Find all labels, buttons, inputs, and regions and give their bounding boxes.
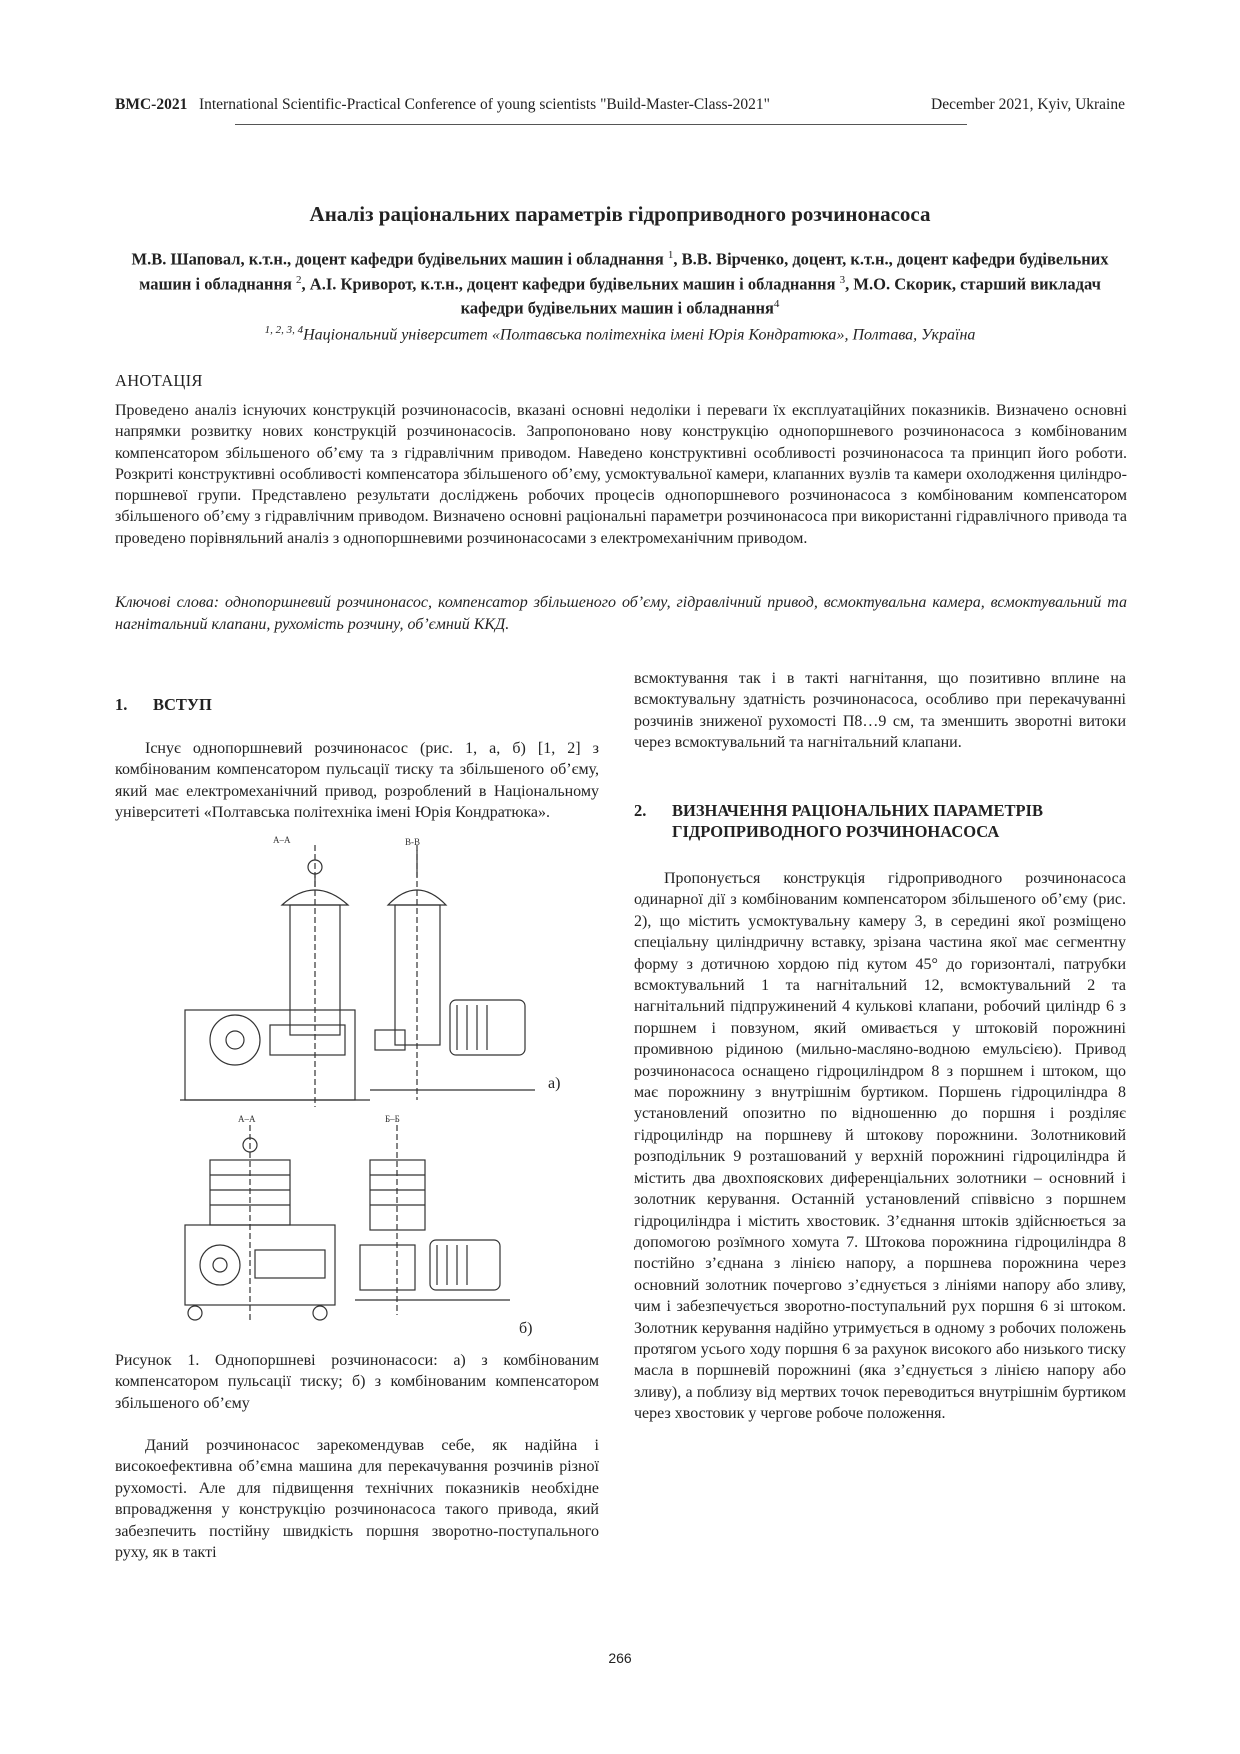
- pump-wheel-a: [210, 1015, 260, 1065]
- pump-frame-b: [185, 1225, 335, 1305]
- section-1-number: 1.: [115, 695, 128, 714]
- pump-hub-a: [226, 1031, 244, 1049]
- section-1-paragraph-1: Існує однопоршневий розчинонасос (рис. 1, а, б) [1, 2] з комбінованим компенсатором пульсації тиску та збільшеного об’єму, який має електромеханічний привод, розроблений в Національному університеті «Полтавська політехніка імені Юрія Кондратюка».: [115, 740, 599, 822]
- view-label-aa-top: А–А: [273, 835, 291, 845]
- section-2-title-line-2: ГІДРОПРИВОДНОГО РОЗЧИНОНАСОСА: [672, 822, 1000, 841]
- keywords: Ключові слова: однопоршневий розчинонасос, компенсатор збільшеного об’єму, гідравлічний привод, всмоктувальна камера, всмоктувальний та нагнітальний клапани, рухомість розчину, об’ємний ККД.: [115, 594, 1127, 633]
- author-3-sup: 3: [839, 273, 846, 286]
- affiliation: [115, 324, 1125, 344]
- section-2-number: 2.: [634, 801, 647, 820]
- author-3: , А.І. Криворот, к.т.н., доцент кафедри будівельних машин і обладнання: [301, 274, 836, 293]
- right-column-continuation: всмоктування так і в такті нагнітання, що позитивно вплине на всмоктувальну здатність розчинонасоса, особливо при перекачуванні розчинів зниженої рухомості П8…9 см, та зменшить зворотні витоки через всмоктувальний та нагнітальний клапани.: [634, 670, 1126, 752]
- section-1-paragraph-2: Даний розчинонасос зарекомендував себе, як надійна і високоефективна об’ємна машина для перекачування розчинів різної рухомості. Але для підвищення технічних показників необхідне впровадження у конструкцію розчинонасоса такого привода, який забезпечить постійну швидкість поршня зворотно-поступального руху, як в такті: [115, 1437, 599, 1562]
- page-number: 266: [608, 1650, 632, 1666]
- view-label-aa-bottom: А–А: [238, 1114, 256, 1124]
- author-2-sup: 2: [296, 273, 302, 286]
- paper-title: Аналіз раціональних параметрів гідроприводного розчинонасоса: [309, 202, 931, 226]
- figure-label-a: а): [548, 1075, 561, 1092]
- section-2-paragraph-1: Пропонується конструкція гідроприводного розчинонасоса одинарної дії з комбінованим компенсатором збільшеного об’єму (рис. 2), що містить усмоктувальну камеру 3, в середині якої розміщено спеціальну циліндричну вставку, зрізана частина якої має сегментну форму з дотичною хордою під кутом 45° до горизонталі, патрубки всмоктувальний 1 та нагнітальний 12, всмоктувальний 2 та нагнітальний підпружинений 4 кулькові клапани, робочий циліндр 6 з поршнем і повзуном, який омивається у штоковій порожнині промивною рідиною (мильно-масляно-водною емульсією). Привод розчинонасоса оснащено гідроциліндром 8 з поршнем і штоком, що має порожнину з внутрішнім буртиком. Поршень гідроциліндра 8 установлений опозитно по відношенню до поршня і розділяє гідроциліндр на поршневу й штокову порожнини. Золотниковий розподільник 9 розташований у верхній порожнині гідроциліндра й містить два двохпоясковиx диференціальних золотники – основний і золотник керування. Останній установлений співвісно з поршнем гідроциліндра і містить хвостовик. З’єднання штоків здійснюється за допомогою розїмного хомута 7. Штокова порожнина гідроциліндра 8 постійно з’єднана з лінією напору, а поршнева порожнина через основний золотник почергово з’єднується з лініями напору або зливу, чим і забезпечується зворотно-поступальний рух поршня 6 зі штоком. Золотник керування надійно утримується в одному з робочих положень протягом усього ходу поршня 6 за рахунок високого або низького тиску масла в поршневій порожнині (яка з’єднується з лінією напору або зливу), а поблизу від мертвих точок переводиться внутрішнім буртиком через хвостовик у чергове робоче положення.: [634, 870, 1126, 1423]
- header-left: [115, 96, 770, 114]
- pump-cylinder-a: [270, 1025, 345, 1055]
- authors: [108, 245, 1132, 319]
- author-4: , М.О. Скорик, старший викладач кафедри будівельних машин і обладнання: [460, 274, 1101, 318]
- section-1-continuation: [115, 1435, 599, 1563]
- figure-1-drawing: [170, 835, 600, 1340]
- motor-b: [430, 1240, 500, 1290]
- abstract-heading: АНОТАЦІЯ: [115, 371, 203, 390]
- section-1-heading: [115, 695, 212, 715]
- header-rule: [235, 124, 967, 125]
- figure-1-caption: Рисунок 1. Однопоршневі розчинонасоси: а) з комбінованим компенсатором пульсації тиску; б) з комбінованим компенсатором збільшеного об’єму: [115, 1352, 599, 1412]
- conf-date-place: December 2021, Kyiv, Ukraine: [931, 96, 1125, 113]
- author-1: М.В. Шаповал, к.т.н., доцент кафедри будівельних машин і обладнання: [131, 249, 664, 269]
- author-4-sup: 4: [773, 298, 780, 310]
- view-label-bb-bottom: Б–Б: [385, 1114, 400, 1124]
- section-1-title: ВСТУП: [153, 695, 212, 714]
- affiliation-text: Національний університет «Полтавська політехніка імені Юрія Кондратюка», Полтава, Україна: [303, 326, 976, 344]
- figure-label-b: б): [519, 1320, 533, 1337]
- affiliation-sup: 1, 2, 3, 4: [264, 324, 304, 336]
- author-1-sup: 1: [667, 249, 674, 261]
- section-2-body: [634, 868, 1126, 1425]
- author-2: , В.В. Вірченко, доцент, к.т.н., доцент кафедри будівельних машин і обладнання: [139, 249, 1109, 293]
- pump-wheel-b: [200, 1245, 240, 1285]
- right-column-top: [634, 668, 1126, 754]
- abstract-text: Проведено аналіз існуючих конструкцій розчинонасосів, вказані основні недоліки і переваги їх експлуатаційних показників. Визначено основні напрямки розвитку нових конструкцій розчинонасосів. Запропоновано нову конструкцію однопоршневого розчинонасоса з комбінованим компенсатором збільшеного об’єму та з гідравлічним приводом. Наведено конструктивні особливості розчинонасоса та принцип його роботи. Розкриті конструктивні особливості компенсатора збільшеного об’єму, усмоктувальної камери, клапанних вузлів та камери охолодження циліндро-поршневої групи. Представлено результати досліджень робочих процесів однопоршневого розчинонасоса з комбінованим компенсатором збільшеного об’єму з гідравлічним приводом. Визначено основні раціональні параметри розчинонасоса при використанні гідравлічного привода та проведено порівняльний аналіз з однопоршневими розчинонасосами з електромеханічним приводом.: [115, 402, 1127, 547]
- view-label-bb-top: В-В: [405, 837, 421, 847]
- section-1-intro: [115, 738, 599, 824]
- running-header: [115, 96, 1125, 114]
- section-2-heading: [634, 800, 1126, 842]
- conf-name: International Scientific-Practical Conference of young scientists "Build-Master-Class-2021": [198, 96, 771, 113]
- section-2-title-line-1: ВИЗНАЧЕННЯ РАЦІОНАЛЬНИХ ПАРАМЕТРІВ: [672, 801, 1043, 820]
- conf-short: BMC-2021: [115, 96, 188, 113]
- compensator-a: [290, 905, 340, 1035]
